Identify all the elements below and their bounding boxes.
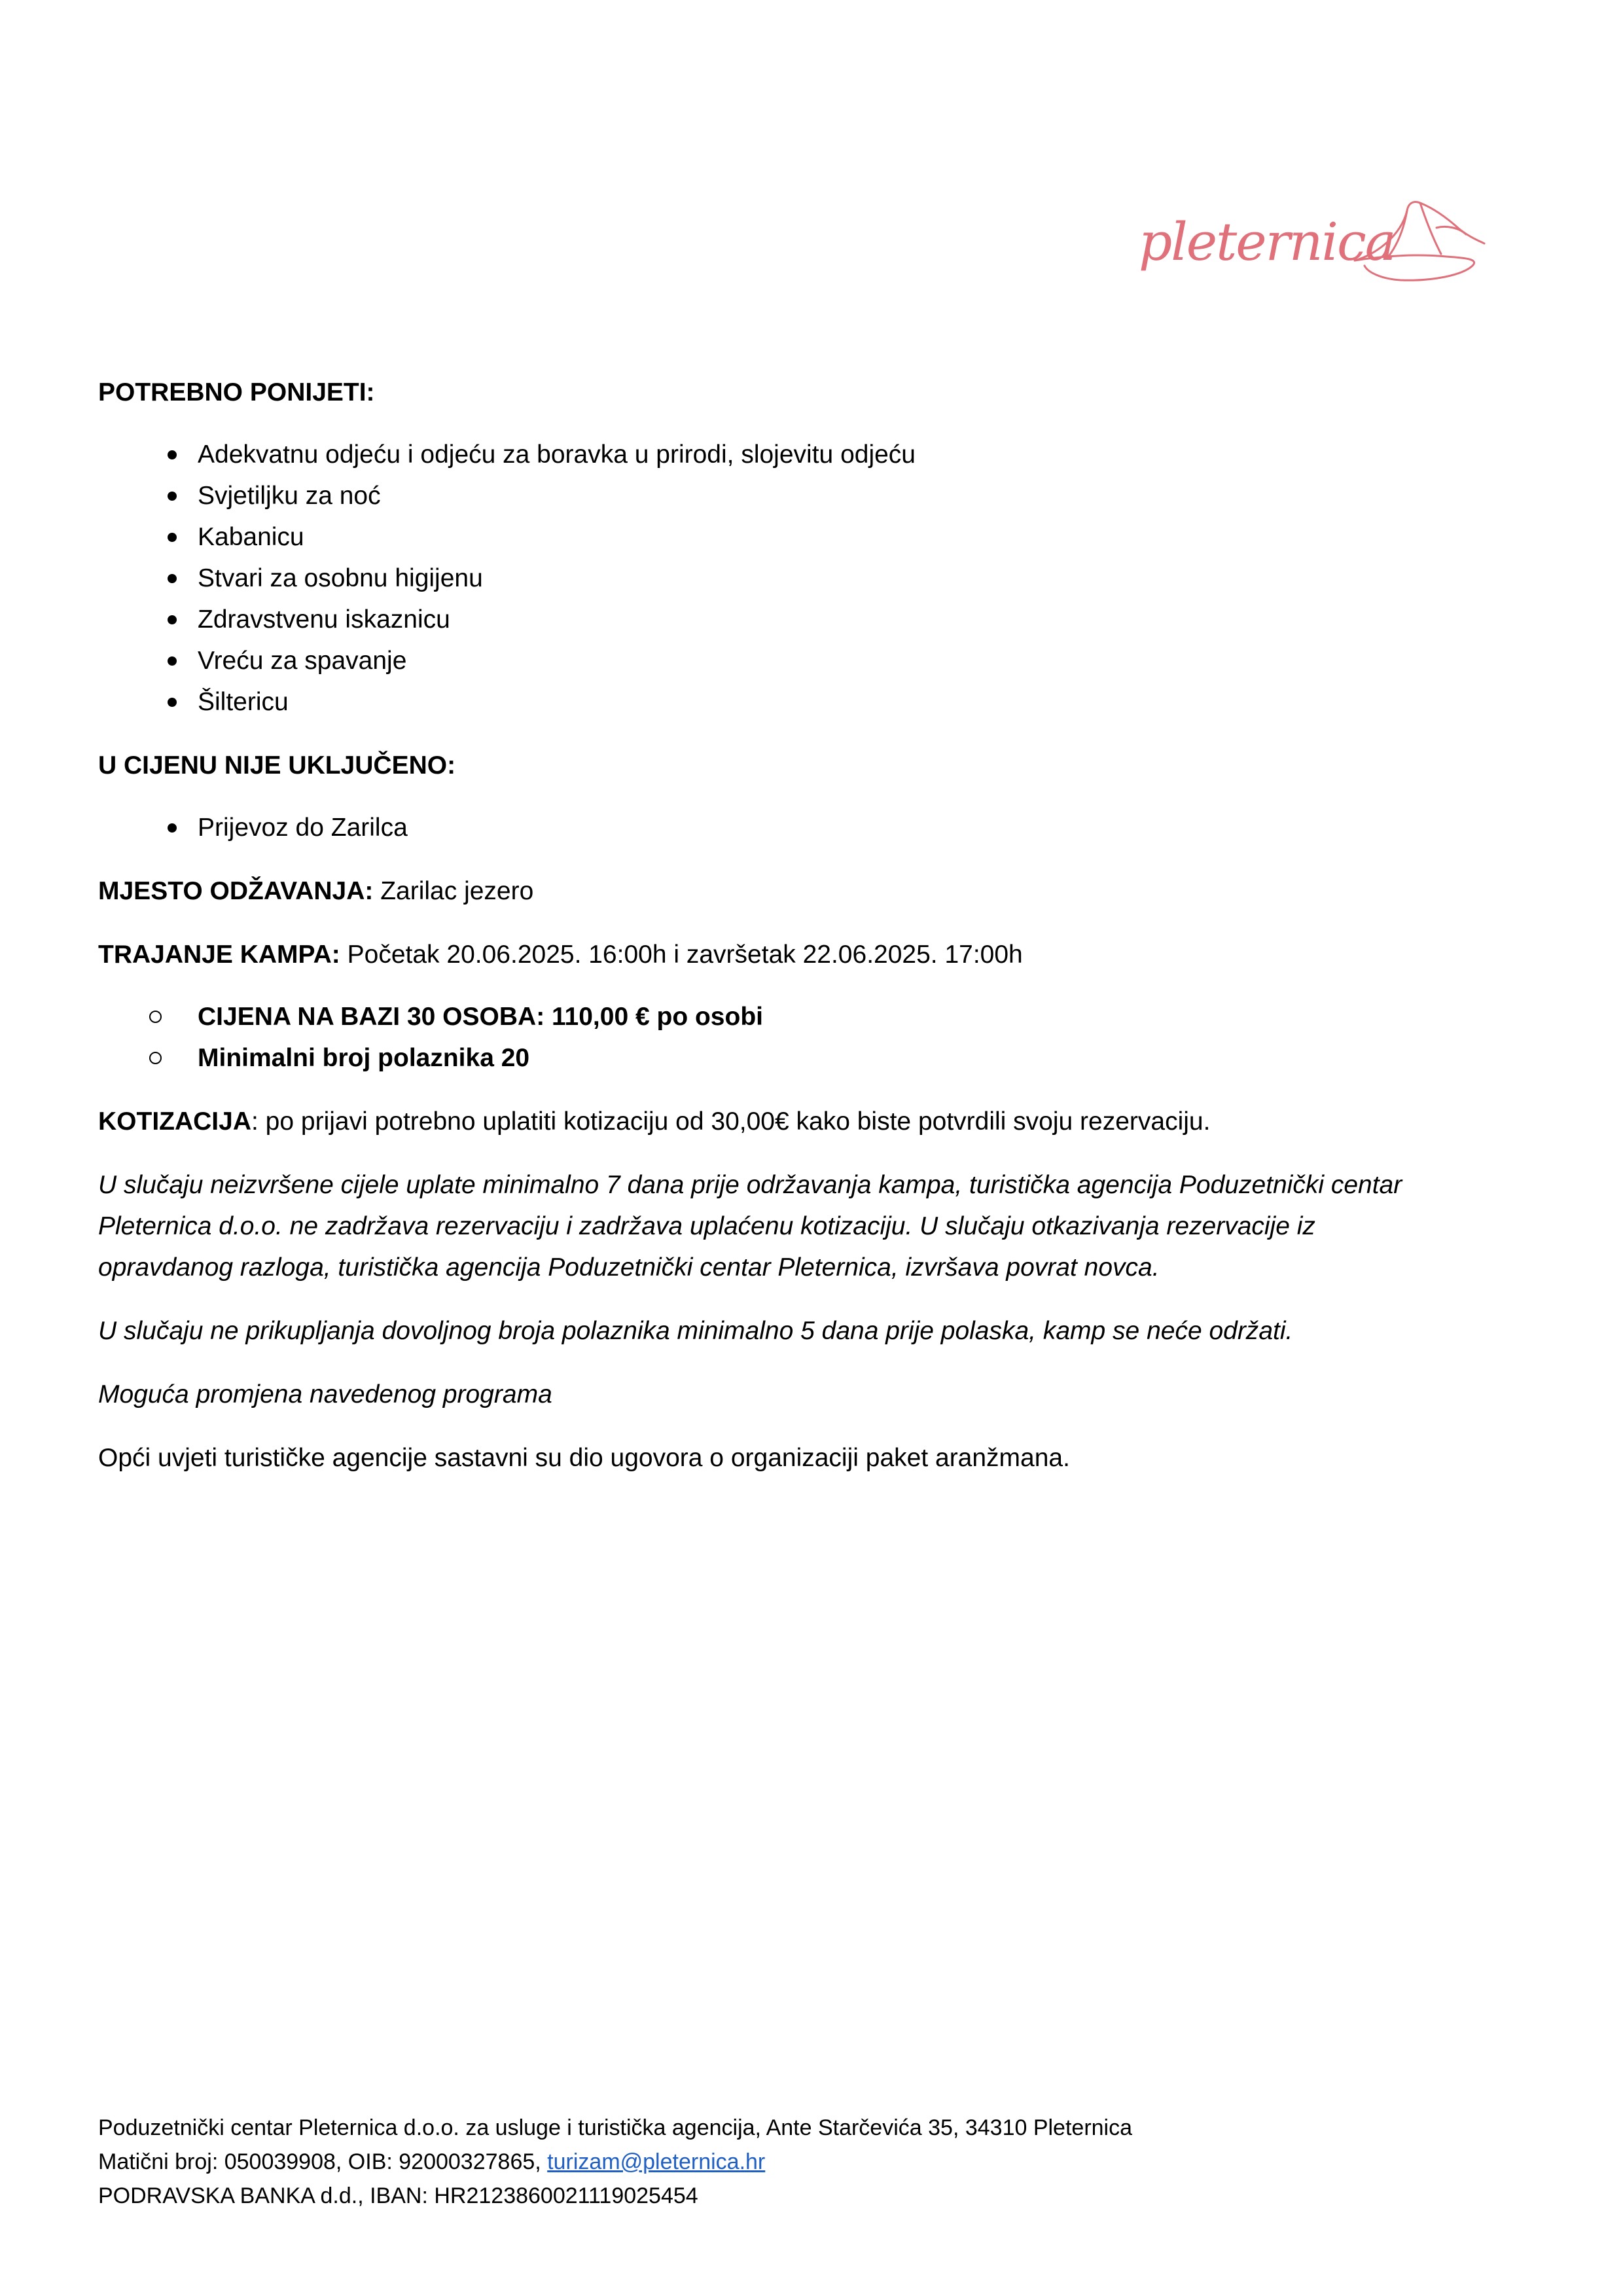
- not-included-heading: U CIJENU NIJE UKLJUČENO:: [98, 751, 456, 780]
- bullet-icon: [168, 450, 177, 459]
- location-line: MJESTO ODŽAVANJA: Zarilac jezero: [98, 877, 534, 905]
- kotizacija-line: KOTIZACIJA: po prijavi potrebno uplatiti kotizaciju od 30,00€ kako biste potvrdili svoju rezervaciju.: [98, 1107, 1211, 1136]
- price-list: [98, 996, 1525, 1079]
- terms-note: Opći uvjeti turističke agencije sastavni su dio ugovora o organizaciji paket aranžmana.: [98, 1444, 1070, 1472]
- list-item: Zdravstvenu iskaznicu: [98, 599, 1525, 640]
- list-item: CIJENA NA BAZI 30 OSOBA: 110,00 € po osobi: [98, 996, 1525, 1037]
- main-content: [98, 372, 1525, 1479]
- bring-list: [98, 434, 1525, 723]
- bullet-icon: [168, 823, 177, 833]
- bullet-icon: [168, 533, 177, 542]
- circle-bullet-icon: [149, 1052, 162, 1064]
- minimum-note: U slučaju ne prikupljanja dovoljnog broja polaznika minimalno 5 dana prije polaska, kamp se neće održati.: [98, 1317, 1293, 1345]
- footer-registration: Matični broj: 050039908, OIB: 92000327865, turizam@pleternica.hr: [98, 2149, 766, 2174]
- cancellation-note: U slučaju neizvršene cijele uplate minimalno 7 dana prije održavanja kampa, turistička agencija Poduzetnički centar Pleternica d.o.o. ne zadržava rezervaciju i zadržava uplaćenu kotizaciju. U slučaju otkazivanja rezervacije iz opravdanog razloga, turistička agencija Poduzetnički centar Pleternica, izvršava povrat novca.: [98, 1171, 1402, 1282]
- bullet-icon: [168, 574, 177, 583]
- program-change-note: Moguća promjena navedenog programa: [98, 1380, 552, 1408]
- list-item: Prijevoz do Zarilca: [98, 807, 1525, 848]
- bullet-icon: [168, 615, 177, 624]
- footer: [98, 2111, 1538, 2213]
- duration-line: TRAJANJE KAMPA: Početak 20.06.2025. 16:00h i završetak 22.06.2025. 17:00h: [98, 941, 1023, 969]
- list-item: Kabanicu: [98, 516, 1525, 558]
- bullet-icon: [168, 656, 177, 666]
- bring-heading: POTREBNO PONIJETI:: [98, 378, 375, 406]
- not-included-list: [98, 807, 1525, 848]
- bullet-icon: [168, 492, 177, 501]
- list-item: Vreću za spavanje: [98, 640, 1525, 681]
- list-item: Adekvatnu odjeću i odjeću za boravka u prirodi, slojevitu odjeću: [98, 434, 1525, 475]
- circle-bullet-icon: [149, 1011, 162, 1023]
- footer-bank: PODRAVSKA BANKA d.d., IBAN: HR2123860021119025454: [98, 2183, 698, 2208]
- list-item: Svjetiljku za noć: [98, 475, 1525, 516]
- list-item: Šiltericu: [98, 681, 1525, 723]
- pleternica-logo: [1139, 177, 1492, 295]
- logo-wordmark: pleternica: [1139, 211, 1395, 272]
- footer-email-link[interactable]: turizam@pleternica.hr: [547, 2149, 766, 2174]
- bullet-icon: [168, 698, 177, 707]
- list-item: Minimalni broj polaznika 20: [98, 1037, 1525, 1079]
- footer-address: Poduzetnički centar Pleternica d.o.o. za usluge i turistička agencija, Ante Starčevića 35, 34310 Pleternica: [98, 2115, 1133, 2140]
- list-item: Stvari za osobnu higijenu: [98, 558, 1525, 599]
